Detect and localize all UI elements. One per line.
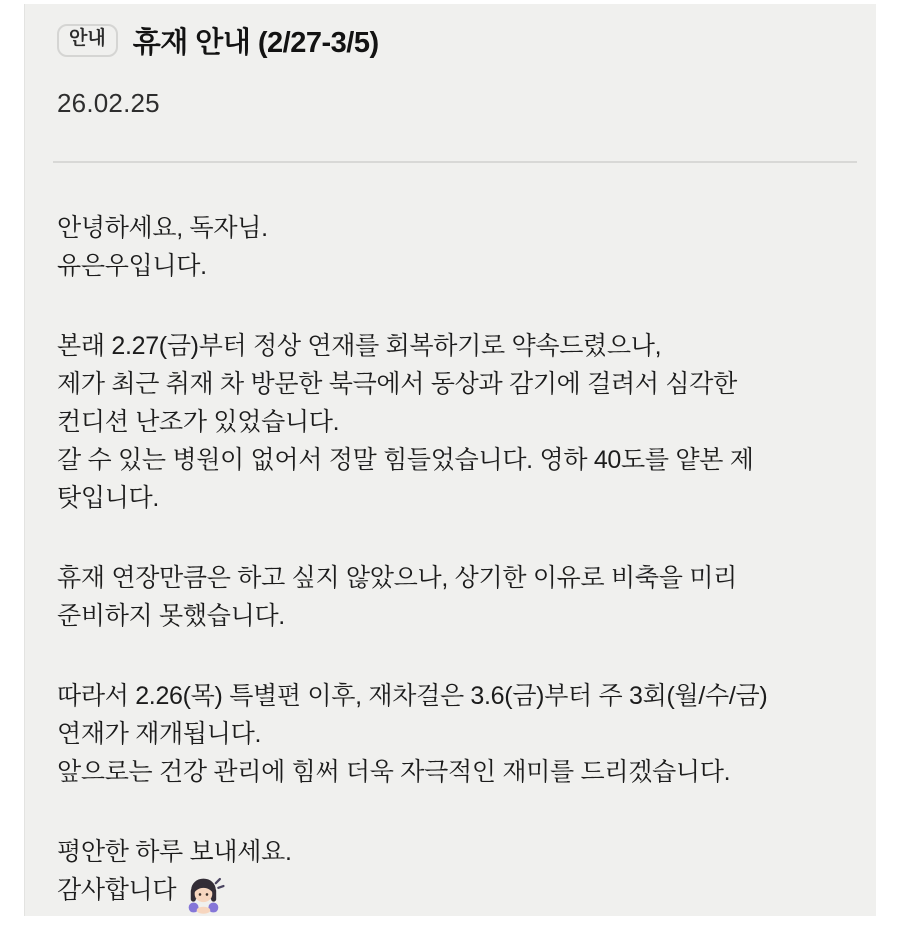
paragraph-apology <box>57 559 856 635</box>
thanks-text: 감사합니다 <box>57 876 177 904</box>
body-line: 제가 최근 취재 차 방문한 북극에서 동상과 감기에 걸려서 심각한 <box>57 370 737 398</box>
notice-badge: 안내 <box>57 24 118 57</box>
notice-date: 26.02.25 <box>57 88 160 118</box>
body-line: 따라서 2.26(목) 특별편 이후, 재차걸은 3.6(금)부터 주 3회(월/수/금) <box>57 682 768 710</box>
body-line: 컨디션 난조가 있었습니다. <box>57 408 340 436</box>
body-line: 휴재 연장만큼은 하고 싶지 않았으나, 상기한 이유로 비축을 미리 <box>57 564 737 592</box>
paragraph-reason <box>57 327 856 517</box>
body-line: 안녕하세요, 독자님. <box>57 214 268 242</box>
notice-body <box>57 209 856 909</box>
paragraph-greeting <box>57 209 856 285</box>
body-line: 유은우입니다. <box>57 252 207 280</box>
body-line: 본래 2.27(금)부터 정상 연재를 회복하기로 약속드렸으나, <box>57 332 662 360</box>
bowing-woman-emoji <box>184 876 225 917</box>
hiatus-notice-card <box>24 4 876 916</box>
paragraph-closing <box>57 833 856 909</box>
divider <box>53 161 857 163</box>
closing-line <box>57 871 856 909</box>
paragraph-schedule <box>57 677 856 791</box>
body-line: 연재가 재개됩니다. <box>57 720 262 748</box>
notice-title: 휴재 안내 (2/27-3/5) <box>132 27 379 59</box>
body-line: 갈 수 있는 병원이 없어서 정말 힘들었습니다. 영하 40도를 얕본 제 <box>57 446 754 474</box>
body-line: 준비하지 못했습니다. <box>57 602 285 630</box>
notice-header <box>57 20 856 61</box>
body-line: 탓입니다. <box>57 484 160 512</box>
body-line: 평안한 하루 보내세요. <box>57 838 292 866</box>
body-line: 앞으로는 건강 관리에 힘써 더욱 자극적인 재미를 드리겠습니다. <box>57 758 731 786</box>
